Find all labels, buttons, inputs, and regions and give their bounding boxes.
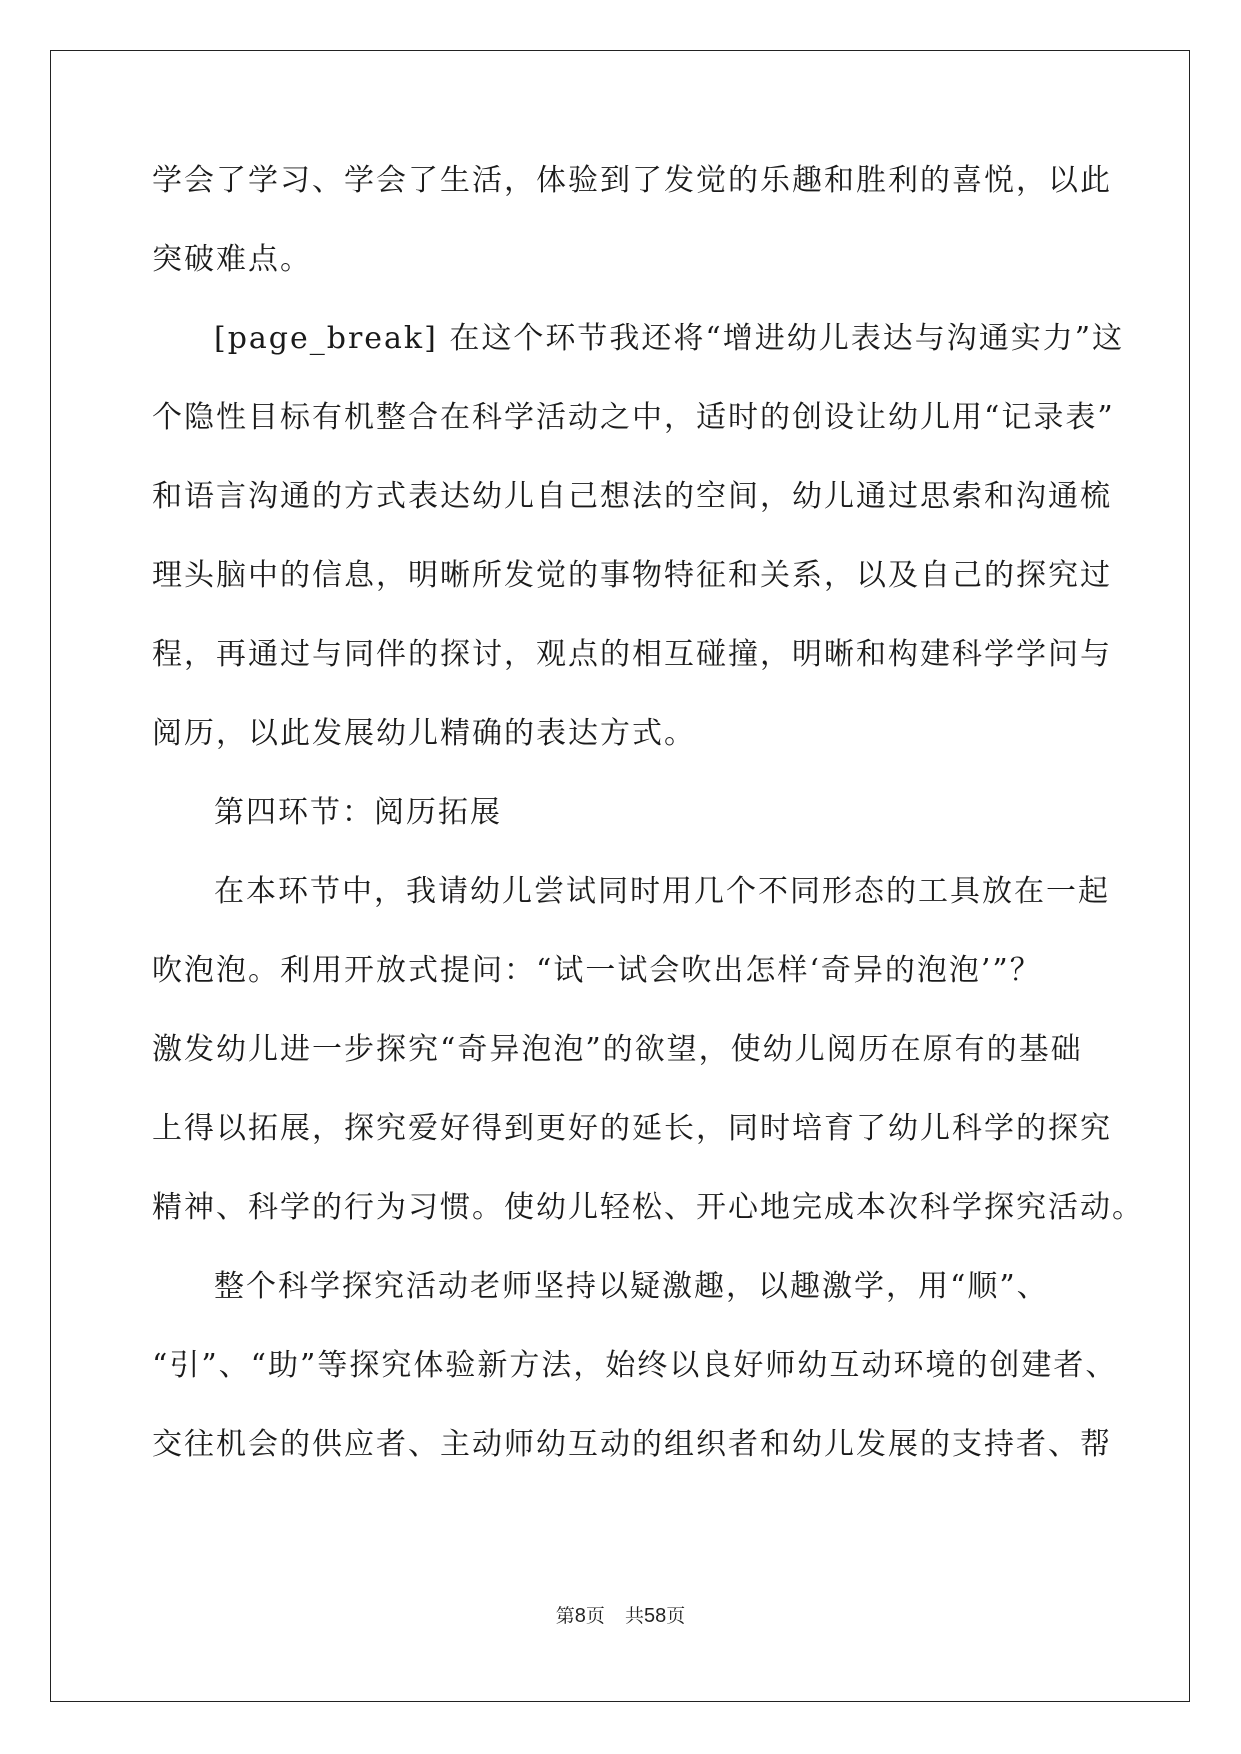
section-heading: 第四环节：阅历拓展 xyxy=(214,795,502,830)
text-line: 理头脑中的信息，明晰所发觉的事物特征和关系，以及自己的探究过 xyxy=(152,558,1112,593)
text-line: 吹泡泡。利用开放式提问：“试一试会吹出怎样‘奇异的泡泡’”？ xyxy=(152,953,1042,988)
total-prefix: 共 xyxy=(624,1605,644,1627)
text-line: 精神、科学的行为习惯。使幼儿轻松、开心地完成本次科学探究活动。 xyxy=(152,1190,1144,1225)
text-line: 上得以拓展，探究爱好得到更好的延长，同时培育了幼儿科学的探究 xyxy=(152,1111,1112,1146)
page-prefix: 第 xyxy=(555,1605,575,1627)
text-line: 个隐性目标有机整合在科学活动之中，适时的创设让幼儿用“记录表” xyxy=(152,400,1115,435)
page-suffix: 页 xyxy=(585,1605,605,1627)
text-line: 交往机会的供应者、主动师幼互动的组织者和幼儿发展的支持者、帮 xyxy=(152,1427,1112,1462)
text-line: 在本环节中，我请幼儿尝试同时用几个不同形态的工具放在一起 xyxy=(214,874,1110,909)
total-suffix: 页 xyxy=(666,1605,686,1627)
text-line: 阅历，以此发展幼儿精确的表达方式。 xyxy=(152,716,696,751)
text-line: 程，再通过与同伴的探讨，观点的相互碰撞，明晰和构建科学学问与 xyxy=(152,637,1112,672)
document-body xyxy=(152,163,1144,1508)
text-line: [page_break] 在这个环节我还将“增进幼儿表达与沟通实力”这 xyxy=(214,321,1125,356)
text-line: 学会了学习、学会了生活，体验到了发觉的乐趣和胜利的喜悦，以此 xyxy=(152,163,1112,198)
text-line: 激发幼儿进一步探究“奇异泡泡”的欲望，使幼儿阅历在原有的基础 xyxy=(152,1032,1083,1067)
text-line: “引”、“助”等探究体验新方法，始终以良好师幼互动环境的创建者、 xyxy=(152,1348,1118,1383)
text-line: 和语言沟通的方式表达幼儿自己想法的空间，幼儿通过思索和沟通梳 xyxy=(152,479,1112,514)
page-number: 8 xyxy=(574,1605,586,1627)
text-line: 突破难点。 xyxy=(152,242,312,277)
page-footer xyxy=(0,1601,1241,1628)
text-line: 整个科学探究活动老师坚持以疑激趣，以趣激学，用“顺”、 xyxy=(214,1269,1049,1304)
total-pages: 58 xyxy=(643,1605,667,1627)
